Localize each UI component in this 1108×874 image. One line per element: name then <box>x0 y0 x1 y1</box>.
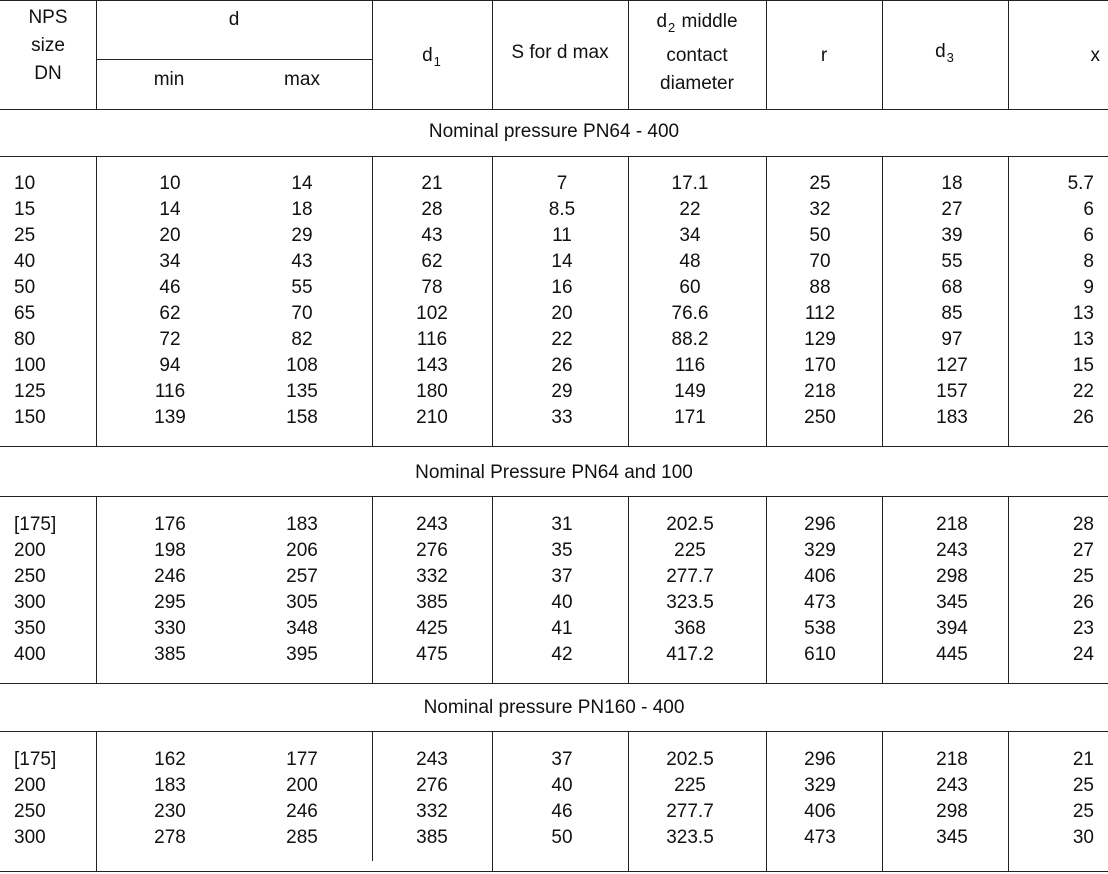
cell-dmax: 348 <box>286 618 318 639</box>
cell-x: 6 <box>1083 225 1094 246</box>
cell-s: 11 <box>552 225 572 246</box>
cell-dmin: 72 <box>159 329 181 350</box>
cell-s: 8.5 <box>548 199 576 220</box>
vrule-s1-5 <box>766 156 767 446</box>
header-x: x <box>1090 45 1100 66</box>
cell-d3: 218 <box>936 749 968 770</box>
cell-d3: 97 <box>941 329 963 350</box>
section-title-2: Nominal Pressure PN64 and 100 <box>415 462 693 483</box>
column-s-section-3 <box>522 747 602 851</box>
column-s-section-2 <box>522 512 602 668</box>
cell-nps: 300 <box>14 827 46 848</box>
cell-dmin: 62 <box>159 303 181 324</box>
cell-d3: 394 <box>936 618 968 639</box>
cell-r: 610 <box>804 644 836 665</box>
column-dmin-section-2 <box>130 512 210 668</box>
cell-d1: 475 <box>416 644 448 665</box>
cell-dmin: 34 <box>159 251 181 272</box>
cell-x: 24 <box>1072 644 1094 665</box>
cell-d2: 277.7 <box>666 566 714 587</box>
section-title-3: Nominal pressure PN160 - 400 <box>423 697 685 718</box>
column-x-section-1 <box>1012 171 1094 431</box>
cell-d2: 202.5 <box>666 749 714 770</box>
cell-s: 41 <box>551 618 573 639</box>
header-d2-sub: 2 <box>668 20 676 35</box>
cell-d2: 323.5 <box>666 827 714 848</box>
cell-r: 112 <box>804 303 836 324</box>
cell-d2: 48 <box>679 251 701 272</box>
cell-r: 50 <box>809 225 831 246</box>
header-d1 <box>372 42 492 75</box>
cell-s: 37 <box>551 566 573 587</box>
header-d2-base: d <box>656 11 668 32</box>
column-d2-section-1 <box>650 171 730 431</box>
cell-dmin: 230 <box>154 801 186 822</box>
cell-r: 170 <box>804 355 836 376</box>
cell-nps: 10 <box>14 173 36 194</box>
cell-d1: 385 <box>416 592 448 613</box>
header-d1-sub: 1 <box>433 54 441 69</box>
vrule-s1-4 <box>628 156 629 446</box>
header-d3 <box>882 38 1008 71</box>
cell-x: 8 <box>1083 251 1094 272</box>
cell-dmin: 162 <box>154 749 186 770</box>
cell-dmax: 43 <box>291 251 313 272</box>
cell-dmin: 20 <box>159 225 181 246</box>
cell-dmax: 108 <box>286 355 318 376</box>
cell-d3: 445 <box>936 644 968 665</box>
cell-d3: 157 <box>936 381 968 402</box>
cell-x: 5.7 <box>1067 173 1094 194</box>
column-r-section-1 <box>780 171 860 431</box>
rule-section1-title <box>0 156 1108 157</box>
cell-nps: 400 <box>14 644 46 665</box>
cell-x: 6 <box>1083 199 1094 220</box>
cell-dmax: 285 <box>286 827 318 848</box>
cell-d3: 183 <box>936 407 968 428</box>
cell-d2: 277.7 <box>666 801 714 822</box>
cell-d2: 76.6 <box>671 303 709 324</box>
cell-x: 28 <box>1072 514 1094 535</box>
header-d-max: max <box>284 69 320 90</box>
cell-d3: 85 <box>941 303 963 324</box>
vrule-s1-1 <box>96 156 97 446</box>
cell-s: 40 <box>551 775 573 796</box>
cell-x: 26 <box>1072 407 1094 428</box>
cell-r: 250 <box>804 407 836 428</box>
header-nps-line2: size <box>31 35 65 56</box>
cell-d1: 143 <box>416 355 448 376</box>
column-nps-section-3 <box>14 747 94 851</box>
cell-dmax: 135 <box>286 381 318 402</box>
cell-s: 7 <box>556 173 568 194</box>
cell-dmax: 200 <box>286 775 318 796</box>
cell-dmin: 278 <box>154 827 186 848</box>
cell-x: 25 <box>1072 801 1094 822</box>
column-s-section-1 <box>522 171 602 431</box>
cell-r: 25 <box>809 173 831 194</box>
vrule-s3-4 <box>628 731 629 871</box>
cell-dmax: 158 <box>286 407 318 428</box>
cell-x: 22 <box>1072 381 1094 402</box>
cell-d1: 276 <box>416 540 448 561</box>
cell-dmin: 176 <box>154 514 186 535</box>
cell-nps: 40 <box>14 251 36 272</box>
cell-x: 26 <box>1072 592 1094 613</box>
header-r: r <box>820 45 828 66</box>
cell-r: 296 <box>804 749 836 770</box>
rule-section3-title <box>0 731 1108 732</box>
cell-d2: 60 <box>679 277 701 298</box>
column-d1-section-2 <box>392 512 472 668</box>
cell-d3: 18 <box>941 173 963 194</box>
rule-bottom <box>0 871 1108 872</box>
cell-s: 29 <box>551 381 573 402</box>
cell-d1: 385 <box>416 827 448 848</box>
cell-d1: 78 <box>421 277 443 298</box>
cell-d3: 39 <box>941 225 963 246</box>
cell-d3: 345 <box>936 827 968 848</box>
header-d-min: min <box>153 69 185 90</box>
cell-x: 23 <box>1072 618 1094 639</box>
vrule-s3-1 <box>96 731 97 871</box>
rule-section1-end <box>0 446 1108 447</box>
cell-dmin: 198 <box>154 540 186 561</box>
vrule-s2-3 <box>492 496 493 683</box>
cell-d1: 243 <box>416 514 448 535</box>
cell-r: 406 <box>804 566 836 587</box>
cell-s: 31 <box>551 514 573 535</box>
cell-dmin: 183 <box>154 775 186 796</box>
cell-d2: 417.2 <box>666 644 714 665</box>
cell-x: 27 <box>1072 540 1094 561</box>
cell-nps: 80 <box>14 329 36 350</box>
cell-nps: [175] <box>14 749 57 770</box>
cell-dmax: 305 <box>286 592 318 613</box>
cell-d1: 28 <box>421 199 443 220</box>
cell-r: 32 <box>809 199 831 220</box>
cell-nps: 350 <box>14 618 46 639</box>
header-d2-line3: diameter <box>660 73 734 94</box>
cell-x: 9 <box>1083 277 1094 298</box>
vrule-s3-6 <box>882 731 883 871</box>
column-dmax-section-2 <box>262 512 342 668</box>
column-nps-section-2 <box>14 512 94 668</box>
cell-nps: 200 <box>14 775 46 796</box>
cell-r: 296 <box>804 514 836 535</box>
cell-dmin: 139 <box>154 407 186 428</box>
column-r-section-3 <box>780 747 860 851</box>
vrule-s2-1 <box>96 496 97 683</box>
cell-d3: 243 <box>936 775 968 796</box>
cell-dmin: 246 <box>154 566 186 587</box>
rule-top <box>0 0 1108 1</box>
cell-x: 25 <box>1072 775 1094 796</box>
cell-d3: 218 <box>936 514 968 535</box>
column-nps-section-1 <box>14 171 94 431</box>
cell-dmax: 206 <box>286 540 318 561</box>
cell-d1: 21 <box>421 173 443 194</box>
cell-d2: 225 <box>674 775 706 796</box>
cell-s: 40 <box>551 592 573 613</box>
cell-d2: 88.2 <box>671 329 709 350</box>
vrule-s1-3 <box>492 156 493 446</box>
column-d2-section-3 <box>650 747 730 851</box>
cell-nps: 50 <box>14 277 36 298</box>
cell-d1: 332 <box>416 801 448 822</box>
cell-x: 30 <box>1072 827 1094 848</box>
cell-r: 406 <box>804 801 836 822</box>
cell-r: 218 <box>804 381 836 402</box>
cell-d2: 17.1 <box>671 173 709 194</box>
column-d1-section-1 <box>392 171 472 431</box>
cell-d3: 68 <box>941 277 963 298</box>
cell-d2: 171 <box>674 407 706 428</box>
cell-nps: 100 <box>14 355 46 376</box>
cell-r: 88 <box>809 277 831 298</box>
cell-d1: 425 <box>416 618 448 639</box>
cell-x: 15 <box>1072 355 1094 376</box>
column-d1-section-3 <box>392 747 472 851</box>
header-d1-base: d <box>422 45 433 66</box>
cell-dmin: 295 <box>154 592 186 613</box>
section-title-1: Nominal pressure PN64 - 400 <box>428 121 680 142</box>
vrule-s1-7 <box>1008 156 1009 446</box>
header-d2-line1 <box>628 8 766 42</box>
rule-header-bottom <box>0 109 1108 110</box>
column-dmin-section-1 <box>130 171 210 431</box>
cell-nps: 250 <box>14 566 46 587</box>
vrule-s2-5 <box>766 496 767 683</box>
cell-d3: 243 <box>936 540 968 561</box>
cell-r: 473 <box>804 592 836 613</box>
cell-s: 33 <box>551 407 573 428</box>
cell-d2: 202.5 <box>666 514 714 535</box>
header-d2 <box>628 8 766 98</box>
cell-s: 20 <box>551 303 573 324</box>
column-dmin-section-3 <box>130 747 210 851</box>
cell-dmin: 330 <box>154 618 186 639</box>
cell-nps: 25 <box>14 225 36 246</box>
cell-d1: 243 <box>416 749 448 770</box>
cell-d2: 323.5 <box>666 592 714 613</box>
header-d2-rest: middle <box>676 11 738 32</box>
cell-s: 16 <box>551 277 573 298</box>
cell-d1: 102 <box>416 303 448 324</box>
column-dmax-section-1 <box>262 171 342 431</box>
cell-s: 14 <box>551 251 573 272</box>
cell-s: 46 <box>551 801 573 822</box>
cell-nps: 150 <box>14 407 46 428</box>
column-r-section-2 <box>780 512 860 668</box>
cell-dmax: 246 <box>286 801 318 822</box>
cell-dmax: 70 <box>291 303 313 324</box>
cell-nps: 200 <box>14 540 46 561</box>
cell-d1: 332 <box>416 566 448 587</box>
cell-d1: 210 <box>416 407 448 428</box>
cell-dmin: 116 <box>154 381 186 402</box>
cell-d3: 127 <box>936 355 968 376</box>
cell-s: 42 <box>551 644 573 665</box>
cell-d3: 55 <box>941 251 963 272</box>
cell-dmax: 177 <box>286 749 318 770</box>
cell-x: 13 <box>1072 329 1094 350</box>
cell-r: 129 <box>804 329 836 350</box>
cell-dmax: 257 <box>286 566 318 587</box>
rule-section2-title <box>0 496 1108 497</box>
cell-r: 70 <box>809 251 831 272</box>
cell-d1: 116 <box>416 329 448 350</box>
cell-d3: 298 <box>936 566 968 587</box>
cell-dmax: 14 <box>291 173 313 194</box>
vrule-s2-7 <box>1008 496 1009 683</box>
cell-nps: 250 <box>14 801 46 822</box>
cell-dmin: 94 <box>159 355 181 376</box>
cell-dmax: 82 <box>291 329 313 350</box>
cell-dmin: 10 <box>159 173 181 194</box>
cell-d2: 116 <box>674 355 706 376</box>
cell-x: 25 <box>1072 566 1094 587</box>
cell-dmax: 18 <box>291 199 313 220</box>
column-d3-section-2 <box>912 512 992 668</box>
cell-dmax: 183 <box>286 514 318 535</box>
header-d3-sub: 3 <box>946 50 954 65</box>
cell-nps: 15 <box>14 199 36 220</box>
cell-r: 329 <box>804 775 836 796</box>
cell-r: 473 <box>804 827 836 848</box>
column-x-section-3 <box>1012 747 1094 851</box>
header-d2-line2: contact <box>666 45 728 66</box>
header-nps-line1: NPS <box>28 7 68 28</box>
cell-d1: 276 <box>416 775 448 796</box>
cell-d2: 149 <box>674 381 706 402</box>
cell-dmax: 55 <box>291 277 313 298</box>
cell-s: 26 <box>551 355 573 376</box>
column-x-section-2 <box>1012 512 1094 668</box>
vrule-s2-2 <box>372 496 373 683</box>
cell-x: 13 <box>1072 303 1094 324</box>
cell-x: 21 <box>1072 749 1094 770</box>
cell-d2: 34 <box>679 225 701 246</box>
cell-dmax: 395 <box>286 644 318 665</box>
header-s: S for d max <box>511 42 609 63</box>
column-d3-section-1 <box>912 171 992 431</box>
cell-nps: 300 <box>14 592 46 613</box>
vrule-s3-5 <box>766 731 767 871</box>
column-d2-section-2 <box>650 512 730 668</box>
cell-nps: 125 <box>14 381 46 402</box>
cell-nps: 65 <box>14 303 36 324</box>
header-d: d <box>228 9 240 30</box>
header-nps <box>0 4 96 88</box>
cell-s: 22 <box>551 329 573 350</box>
cell-dmin: 385 <box>154 644 186 665</box>
vrule-s2-4 <box>628 496 629 683</box>
cell-d2: 225 <box>674 540 706 561</box>
cell-s: 50 <box>551 827 573 848</box>
cell-d1: 180 <box>416 381 448 402</box>
cell-nps: [175] <box>14 514 57 535</box>
vrule-s1-6 <box>882 156 883 446</box>
cell-d3: 345 <box>936 592 968 613</box>
vrule-s1-2 <box>372 156 373 446</box>
cell-d3: 27 <box>941 199 963 220</box>
cell-dmin: 14 <box>159 199 181 220</box>
cell-dmin: 46 <box>159 277 181 298</box>
rule-section2-end <box>0 683 1108 684</box>
cell-s: 35 <box>551 540 573 561</box>
rule-d-header <box>96 59 372 60</box>
cell-d1: 43 <box>421 225 443 246</box>
cell-d1: 62 <box>421 251 443 272</box>
column-d3-section-3 <box>912 747 992 851</box>
cell-d2: 368 <box>674 618 706 639</box>
cell-d2: 22 <box>679 199 701 220</box>
cell-s: 37 <box>551 749 573 770</box>
cell-dmax: 29 <box>291 225 313 246</box>
column-dmax-section-3 <box>262 747 342 851</box>
header-nps-line3: DN <box>34 63 62 84</box>
vrule-s3-2 <box>372 731 373 861</box>
cell-r: 329 <box>804 540 836 561</box>
vrule-s2-6 <box>882 496 883 683</box>
cell-d3: 298 <box>936 801 968 822</box>
vrule-s3-3 <box>492 731 493 871</box>
vrule-s3-7 <box>1008 731 1009 871</box>
header-d3-base: d <box>935 41 946 62</box>
cell-r: 538 <box>804 618 836 639</box>
